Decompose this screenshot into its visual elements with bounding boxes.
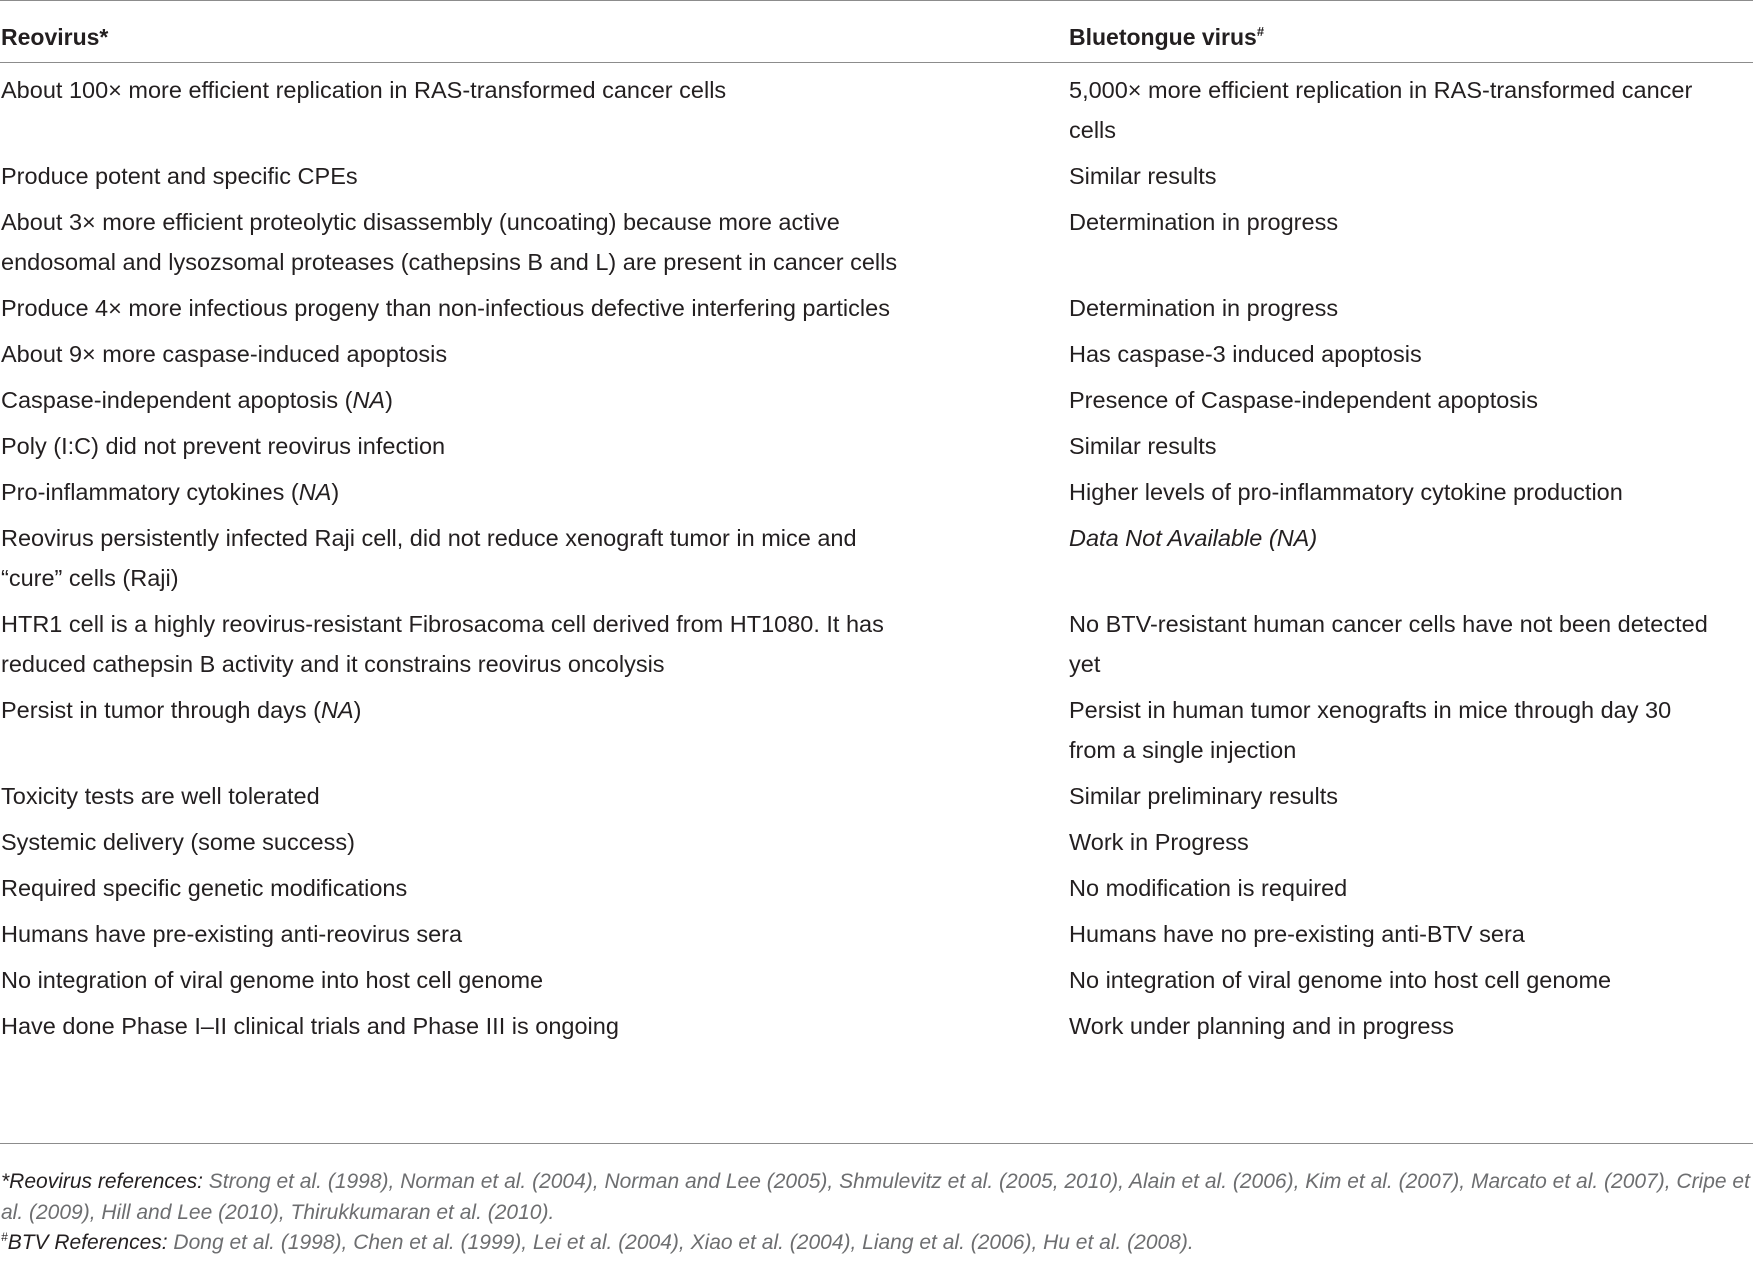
header-bluetongue-mark: # bbox=[1256, 24, 1265, 39]
cell-bluetongue-text: Determination in progress bbox=[1069, 295, 1339, 321]
cell-bluetongue-text: Presence of Caspase-independent apoptosis bbox=[1069, 387, 1539, 413]
cell-reovirus-text: About 9× more caspase-induced apoptosis bbox=[1, 341, 448, 367]
cell-bluetongue-italic: Data Not Available (NA) bbox=[1069, 525, 1318, 551]
cell-bluetongue bbox=[1069, 960, 1753, 1000]
cell-bluetongue-text: 5,000× more efficient replication in RAS-transformed cancer cells bbox=[1069, 77, 1693, 143]
cell-reovirus-text: Caspase-independent apoptosis ( bbox=[1, 387, 353, 413]
table-row bbox=[0, 334, 1753, 380]
table-row bbox=[0, 426, 1753, 472]
cell-reovirus-italic: NA bbox=[321, 697, 354, 723]
cell-bluetongue-text: Determination in progress bbox=[1069, 209, 1339, 235]
cell-reovirus-tail: ) bbox=[353, 697, 362, 723]
cell-bluetongue bbox=[1069, 690, 1753, 770]
cell-reovirus bbox=[1, 776, 1001, 816]
cell-bluetongue bbox=[1069, 776, 1753, 816]
table-row bbox=[0, 70, 1753, 156]
table-row bbox=[0, 822, 1753, 868]
table-header-rule bbox=[0, 62, 1753, 63]
cell-reovirus bbox=[1, 70, 1001, 110]
cell-bluetongue bbox=[1069, 380, 1753, 420]
cell-bluetongue-text: Work under planning and in progress bbox=[1069, 1013, 1454, 1039]
cell-bluetongue bbox=[1069, 70, 1753, 150]
header-reovirus-label: Reovirus* bbox=[1, 24, 109, 50]
cell-bluetongue bbox=[1069, 426, 1753, 466]
cell-reovirus bbox=[1, 960, 1001, 1000]
table-row bbox=[0, 604, 1753, 690]
cell-reovirus bbox=[1, 472, 1001, 512]
cell-reovirus bbox=[1, 1006, 1001, 1046]
cell-reovirus bbox=[1, 518, 1001, 598]
cell-reovirus-italic: NA bbox=[298, 479, 332, 505]
cell-reovirus-text: Reovirus persistently infected Raji cell, did not reduce xenograft tumor in mice and “cure” cells (Raji) bbox=[1, 525, 857, 591]
footnote-btv bbox=[1, 1227, 1753, 1261]
cell-bluetongue-text: Higher levels of pro-inflammatory cytokine production bbox=[1069, 479, 1623, 505]
table-row bbox=[0, 380, 1753, 426]
cell-reovirus bbox=[1, 822, 1001, 862]
cell-bluetongue bbox=[1069, 334, 1753, 374]
cell-bluetongue bbox=[1069, 156, 1753, 196]
cell-reovirus-italic: NA bbox=[352, 387, 386, 413]
header-reovirus bbox=[1, 22, 108, 52]
cell-reovirus-text: About 100× more efficient replication in RAS-transformed cancer cells bbox=[1, 77, 727, 103]
cell-reovirus-text: Have done Phase I–II clinical trials and Phase III is ongoing bbox=[1, 1013, 619, 1039]
cell-reovirus-text: Humans have pre-existing anti-reovirus sera bbox=[1, 921, 463, 947]
footnote-btv-text: Dong et al. (1998), Chen et al. (1999), Lei et al. (2004), Xiao et al. (2004), Liang et al. (2006), Hu et al. (2008). bbox=[167, 1231, 1194, 1254]
table-row bbox=[0, 868, 1753, 914]
cell-bluetongue-text: No BTV-resistant human cancer cells have not been detected yet bbox=[1069, 611, 1708, 677]
cell-reovirus-tail: ) bbox=[385, 387, 393, 413]
cell-reovirus bbox=[1, 690, 1001, 730]
cell-reovirus bbox=[1, 202, 1001, 282]
cell-bluetongue bbox=[1069, 822, 1753, 862]
footnote-reovirus-text: Strong et al. (1998), Norman et al. (2004), Norman and Lee (2005), Shmulevitz et al. (2005, 2010), Alain et al. (2006), Kim et al. (2007), Marcato et al. (2007), Cripe et al. (2009), Hill and Lee (2010), Thirukkumaran et al. (2010). bbox=[1, 1170, 1750, 1224]
cell-bluetongue-text: No integration of viral genome into host cell genome bbox=[1069, 967, 1612, 993]
table-row bbox=[0, 776, 1753, 822]
cell-bluetongue-text: Humans have no pre-existing anti-BTV sera bbox=[1069, 921, 1525, 947]
cell-reovirus-text: Required specific genetic modifications bbox=[1, 875, 408, 901]
cell-reovirus bbox=[1, 380, 1001, 420]
cell-reovirus-text: Toxicity tests are well tolerated bbox=[1, 783, 320, 809]
cell-reovirus-text: About 3× more efficient proteolytic disassembly (uncoating) because more active endosomal and lysozsomal proteases (cathepsins B and L) are present in cancer cells bbox=[1, 209, 898, 275]
cell-bluetongue-text: Work in Progress bbox=[1069, 829, 1249, 855]
table-body bbox=[0, 70, 1753, 1052]
table-row bbox=[0, 202, 1753, 288]
cell-bluetongue bbox=[1069, 1006, 1753, 1046]
cell-bluetongue bbox=[1069, 914, 1753, 954]
footnote-btv-mark: # bbox=[1, 1230, 8, 1244]
cell-bluetongue bbox=[1069, 604, 1753, 684]
cell-reovirus bbox=[1, 868, 1001, 908]
cell-bluetongue bbox=[1069, 518, 1753, 558]
cell-reovirus-text: Systemic delivery (some success) bbox=[1, 829, 355, 855]
cell-reovirus-text: HTR1 cell is a highly reovirus-resistant Fibrosacoma cell derived from HT1080. It has reduced cathepsin B activity and it constrains reovirus oncolysis bbox=[1, 611, 884, 677]
cell-bluetongue-text: Similar preliminary results bbox=[1069, 783, 1338, 809]
cell-reovirus bbox=[1, 426, 1001, 466]
table-top-rule bbox=[0, 0, 1753, 1]
header-bluetongue-virus bbox=[1069, 22, 1264, 56]
cell-reovirus-text: Produce 4× more infectious progeny than non-infectious defective interfering particles bbox=[1, 295, 890, 321]
cell-bluetongue-text: No modification is required bbox=[1069, 875, 1348, 901]
cell-reovirus-text: No integration of viral genome into host cell genome bbox=[1, 967, 544, 993]
cell-bluetongue bbox=[1069, 288, 1753, 328]
header-bluetongue-label: Bluetongue virus bbox=[1069, 24, 1257, 50]
cell-bluetongue-text: Has caspase-3 induced apoptosis bbox=[1069, 341, 1422, 367]
cell-bluetongue-text: Similar results bbox=[1069, 163, 1217, 189]
cell-bluetongue bbox=[1069, 472, 1753, 512]
footnote-reovirus bbox=[1, 1166, 1753, 1228]
cell-bluetongue-text: Persist in human tumor xenografts in mice through day 30 from a single injection bbox=[1069, 697, 1672, 763]
table-row bbox=[0, 156, 1753, 202]
cell-bluetongue bbox=[1069, 202, 1753, 242]
footnote-btv-lead: BTV References: bbox=[7, 1231, 168, 1254]
cell-reovirus-text: Poly (I:C) did not prevent reovirus infection bbox=[1, 433, 446, 459]
cell-reovirus-tail: ) bbox=[331, 479, 340, 505]
cell-reovirus bbox=[1, 334, 1001, 374]
table-row bbox=[0, 288, 1753, 334]
footnote-reovirus-lead: *Reovirus references: bbox=[1, 1170, 203, 1193]
cell-bluetongue-text: Similar results bbox=[1069, 433, 1217, 459]
cell-reovirus bbox=[1, 914, 1001, 954]
table-row bbox=[0, 690, 1753, 776]
cell-reovirus bbox=[1, 156, 1001, 196]
table-row bbox=[0, 1006, 1753, 1052]
cell-reovirus-text: Persist in tumor through days ( bbox=[1, 697, 321, 723]
table-row bbox=[0, 960, 1753, 1006]
table-bottom-rule bbox=[0, 1143, 1753, 1144]
cell-bluetongue bbox=[1069, 868, 1753, 908]
cell-reovirus bbox=[1, 604, 1001, 684]
table-row bbox=[0, 518, 1753, 604]
cell-reovirus bbox=[1, 288, 1001, 328]
table-row bbox=[0, 914, 1753, 960]
cell-reovirus-text: Produce potent and specific CPEs bbox=[1, 163, 358, 189]
table-row bbox=[0, 472, 1753, 518]
cell-reovirus-text: Pro-inflammatory cytokines ( bbox=[1, 479, 299, 505]
